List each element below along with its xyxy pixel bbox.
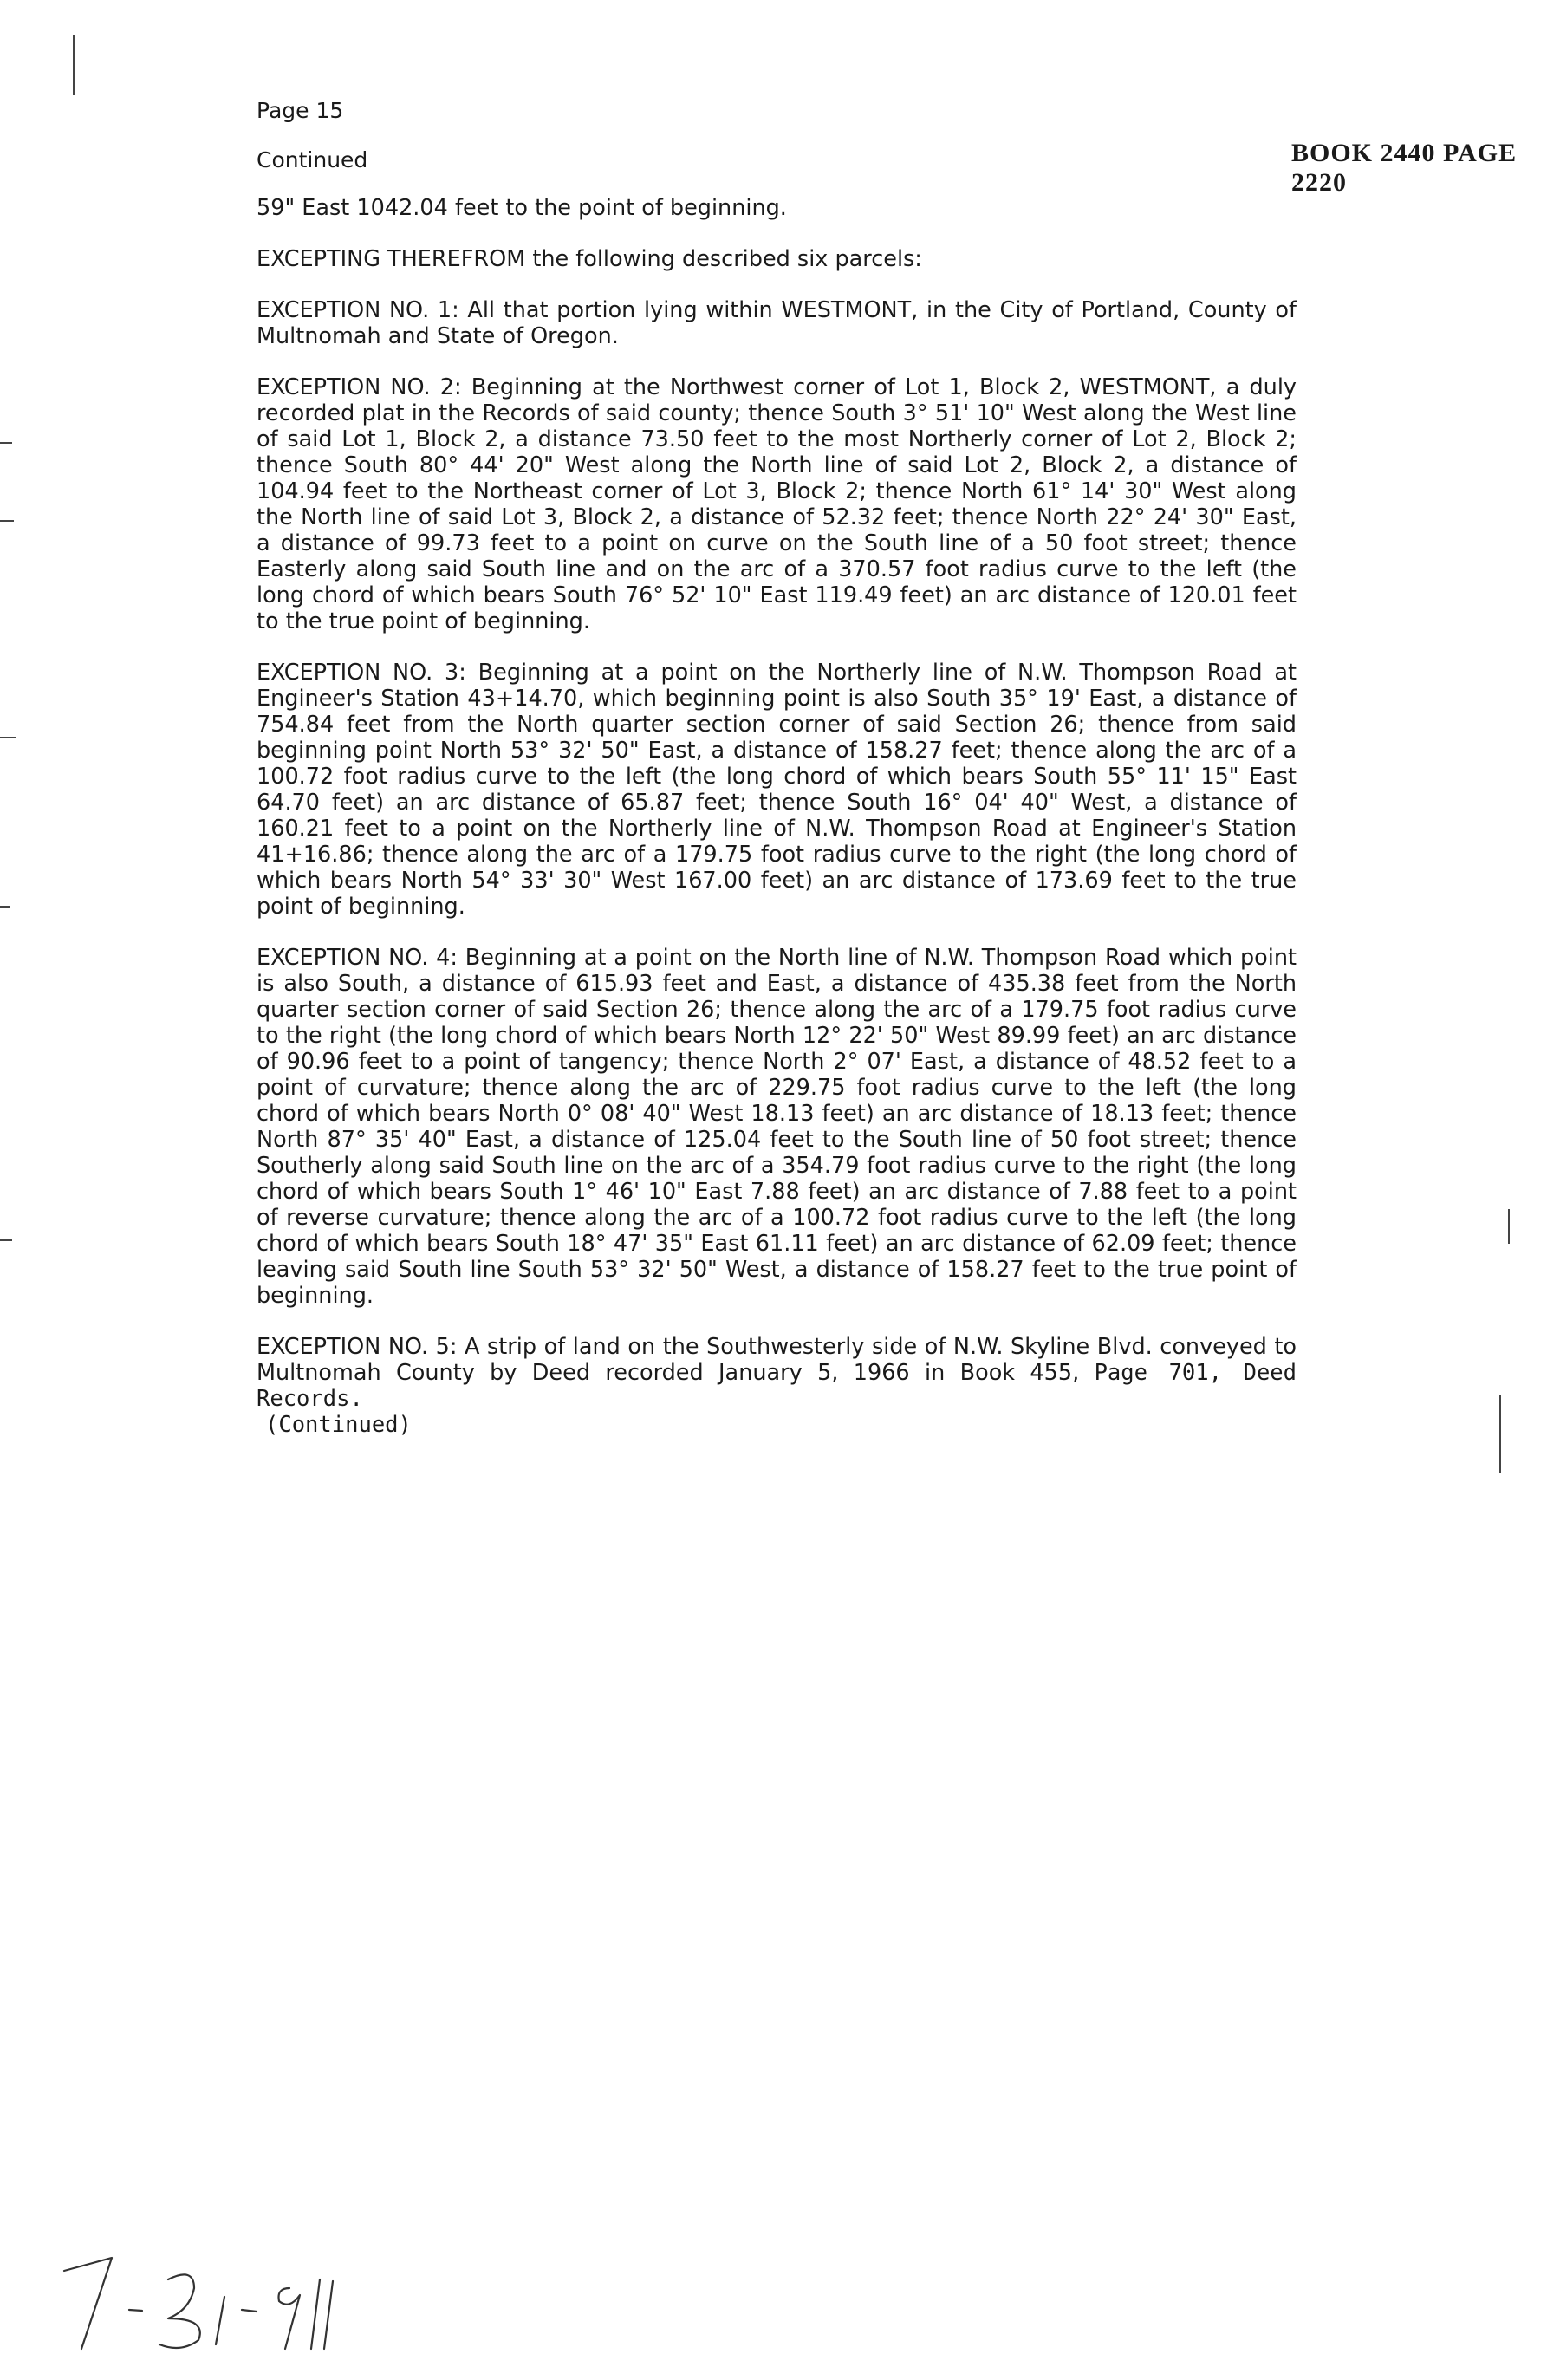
exception-5-tail: Page 701, Deed Records. xyxy=(257,1360,1297,1412)
scan-artifact-mark xyxy=(0,442,12,444)
scan-artifact-mark xyxy=(0,906,10,908)
paragraph-continuation: 59" East 1042.04 feet to the point of beginning. xyxy=(257,195,787,221)
continued-label: Continued xyxy=(257,147,368,172)
paragraph-exception-4: EXCEPTION NO. 4: Beginning at a point on the North line of N.W. Thompson Road which point is also South, a distance of 615.93 feet and East, a distance of 435.38 feet from the North quarter section corner of said Section 26; thence along the arc of a 179.75 foot radius curve to the right (the long chord of which bears North 12° 22' 50" West 89.99 feet) an arc distance of 90.96 feet to a point of tangency; thence North 2° 07' East, a distance of 48.52 feet to a point of curvature; thence along the arc of 229.75 foot radius curve to the left (the long chord of which bears North 0° 08' 40" West 18.13 feet) an arc distance of 18.13 feet; thence North 87° 35' 40" East, a distance of 125.04 feet to the South line of 50 foot street; thence Southerly along said South line on the arc of a 354.79 foot radius curve to the right (the long chord of which bears South 1° 46' 10" East 7.88 feet) an arc distance of 7.88 feet to a point of reverse curvature; thence along the arc of a 100.72 foot radius curve to the left (the long chord of which bears South 18° 47' 35" East 61.11 feet) an arc distance of 62.09 feet; thence leaving said South line South 53° 32' 50" West, a distance of 158.27 feet to the true point of beginning. xyxy=(257,945,1297,1309)
scan-artifact-mark xyxy=(73,35,75,95)
paragraph-exception-2: EXCEPTION NO. 2: Beginning at the Northwest corner of Lot 1, Block 2, WESTMONT, a duly recorded plat in the Records of said county; thence South 3° 51' 10" West along the West line of said Lot 1, Block 2, a distance 73.50 feet to the most Northerly corner of Lot 2, Block 2; thence South 80° 44' 20" West along the North line of said Lot 2, Block 2, a distance of 104.94 feet to the Northeast corner of Lot 3, Block 2; thence North 61° 14' 30" West along the North line of said Lot 3, Block 2, a distance of 52.32 feet; thence North 22° 24' 30" East, a distance of 99.73 feet to a point on curve on the South line of a 50 foot street; thence Easterly along said South line and on the arc of a 370.57 foot radius curve to the left (the long chord of which bears South 76° 52' 10" East 119.49 feet) an arc distance of 120.01 feet to the true point of beginning. xyxy=(257,374,1297,634)
scan-artifact-mark xyxy=(0,737,16,738)
scan-artifact-mark xyxy=(1508,1209,1510,1244)
scan-artifact-mark xyxy=(0,1239,12,1241)
exception-5-text: EXCEPTION NO. 5: A strip of land on the Southwesterly side of N.W. Skyline Blvd. conveyed to Multnomah County by Deed recorded January 5, 1966 in Book 455, xyxy=(257,1334,1297,1386)
paragraph-exception-5 xyxy=(257,1334,1297,1412)
paragraph-exception-1: EXCEPTION NO. 1: All that portion lying within WESTMONT, in the City of Portland, County of Multnomah and State of Oregon. xyxy=(257,297,1297,349)
continued-note: (Continued) xyxy=(265,1412,412,1438)
page-number-label: Page 15 xyxy=(257,98,344,123)
scan-artifact-mark xyxy=(1499,1395,1501,1473)
handwritten-date-signature xyxy=(29,2227,393,2357)
legal-description-body xyxy=(257,195,1297,1438)
book-page-stamp: BOOK 2440 PAGE 2220 xyxy=(1291,139,1518,197)
paragraph-excepting: EXCEPTING THEREFROM the following described six parcels: xyxy=(257,246,922,272)
scan-artifact-mark xyxy=(0,520,14,522)
paragraph-exception-3: EXCEPTION NO. 3: Beginning at a point on the Northerly line of N.W. Thompson Road at Engineer's Station 43+14.70, which beginning point is also South 35° 19' East, a distance of 754.84 feet from the North quarter section corner of said Section 26; thence from said beginning point North 53° 32' 50" East, a distance of 158.27 feet; thence along the arc of a 100.72 foot radius curve to the left (the long chord of which bears South 55° 11' 15" East 64.70 feet) an arc distance of 65.87 feet; thence South 16° 04' 40" West, a distance of 160.21 feet to a point on the Northerly line of N.W. Thompson Road at Engineer's Station 41+16.86; thence along the arc of a 179.75 foot radius curve to the right (the long chord of which bears North 54° 33' 30" West 167.00 feet) an arc distance of 173.69 feet to the true point of beginning. xyxy=(257,660,1297,920)
